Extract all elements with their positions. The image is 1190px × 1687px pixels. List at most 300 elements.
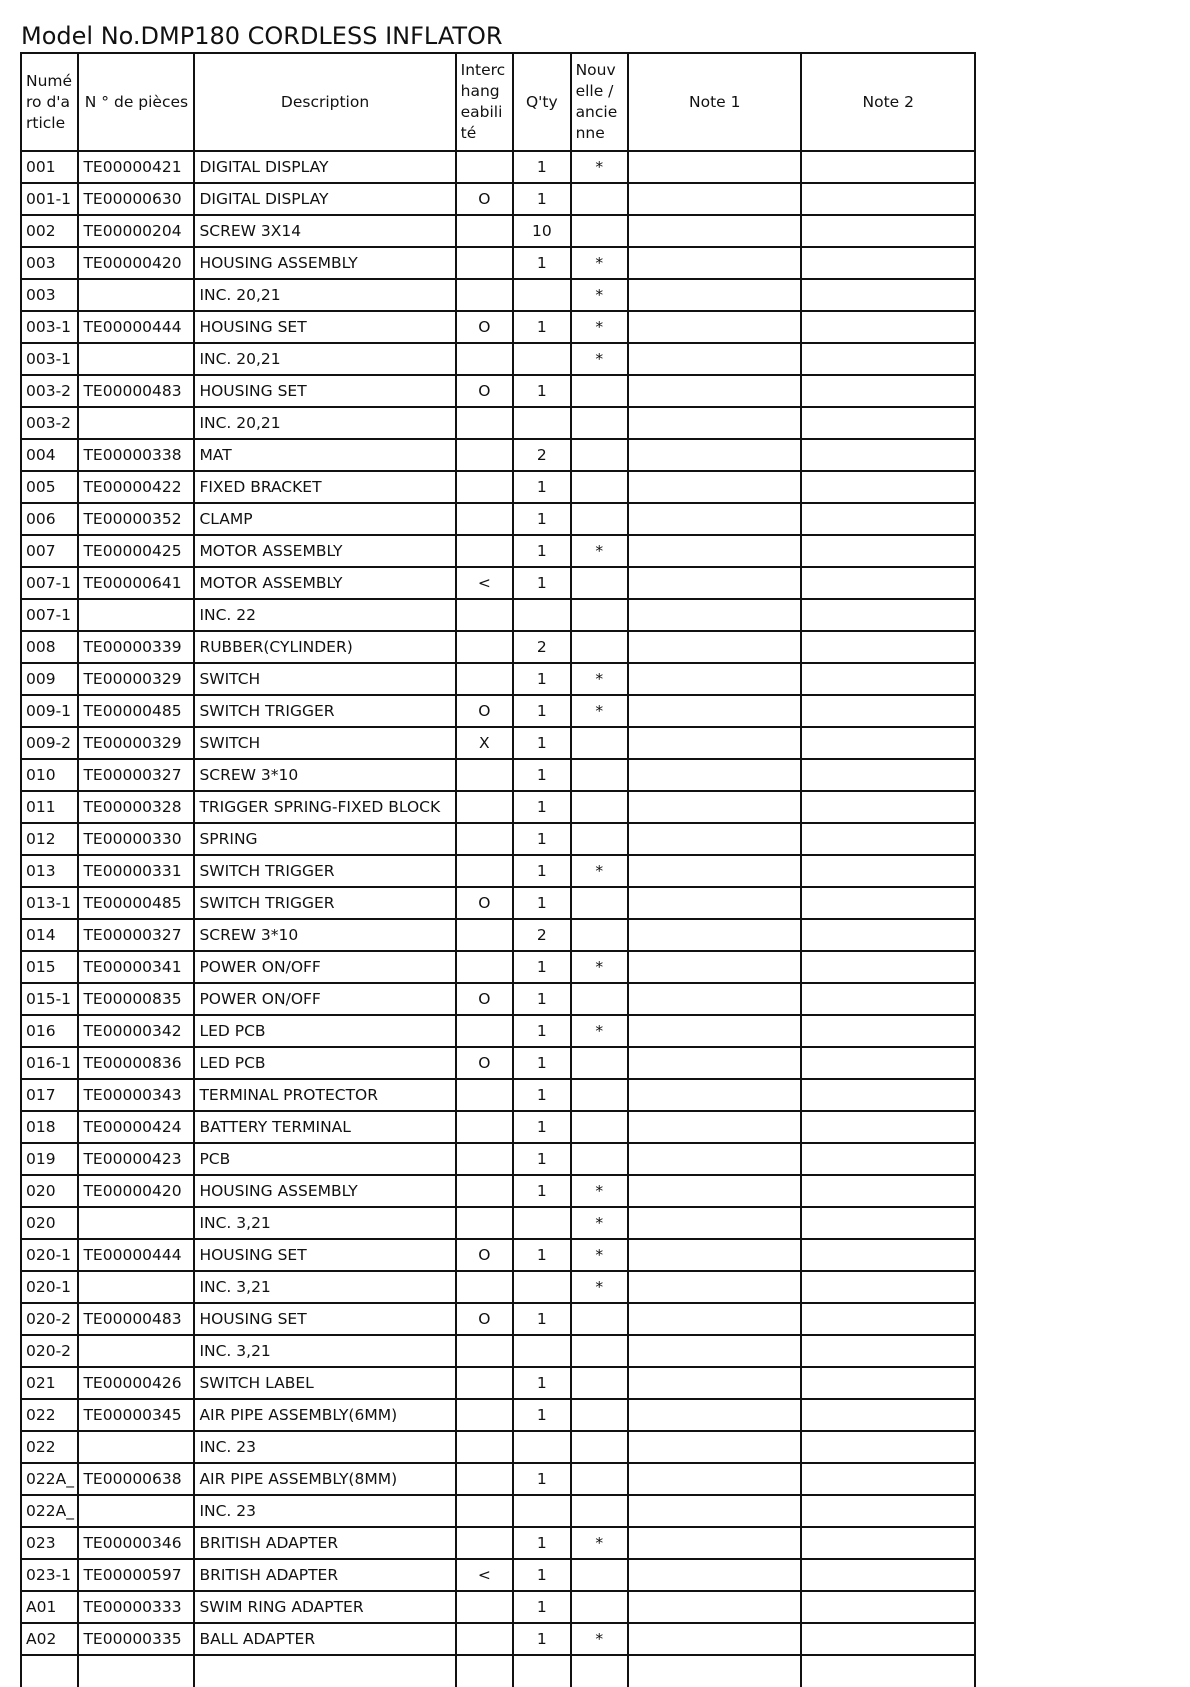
note-1-cell [628,1175,801,1207]
note-1-cell [628,1527,801,1559]
interchangeability-cell [456,1271,513,1303]
table-row-continued [21,1655,975,1687]
empty-cell [456,1655,513,1687]
description-cell: SWITCH TRIGGER [194,887,455,919]
new-old-cell [571,1591,628,1623]
page-title: Model No.DMP180 CORDLESS INFLATOR [21,22,503,50]
item-number-cell: 023-1 [21,1559,78,1591]
note-2-cell [801,1527,975,1559]
new-old-cell: * [571,1175,628,1207]
note-1-cell [628,791,801,823]
table-row [21,919,975,951]
note-1-cell [628,1559,801,1591]
note-2-cell [801,887,975,919]
table-row [21,375,975,407]
table-row [21,1079,975,1111]
note-2-cell [801,791,975,823]
table-row [21,663,975,695]
interchangeability-cell [456,247,513,279]
item-number-cell: 007 [21,535,78,567]
description-cell: DIGITAL DISPLAY [194,151,455,183]
new-old-cell [571,215,628,247]
interchangeability-cell: < [456,567,513,599]
quantity-cell: 1 [513,1527,570,1559]
description-cell: POWER ON/OFF [194,951,455,983]
new-old-cell: * [571,1271,628,1303]
table-row [21,951,975,983]
note-1-cell [628,727,801,759]
table-row [21,1015,975,1047]
quantity-cell: 1 [513,1175,570,1207]
header-note-1: Note 1 [628,53,801,151]
quantity-cell: 1 [513,887,570,919]
note-2-cell [801,1367,975,1399]
table-row [21,279,975,311]
part-number-cell: TE00000425 [78,535,194,567]
new-old-cell [571,823,628,855]
interchangeability-cell [456,535,513,567]
new-old-cell [571,983,628,1015]
note-2-cell [801,151,975,183]
note-1-cell [628,1591,801,1623]
table-row [21,631,975,663]
note-2-cell [801,983,975,1015]
interchangeability-cell [456,1463,513,1495]
note-2-cell [801,1239,975,1271]
item-number-cell: 020-1 [21,1239,78,1271]
item-number-cell: 022A_ [21,1495,78,1527]
quantity-cell: 1 [513,247,570,279]
new-old-cell: * [571,1015,628,1047]
quantity-cell: 1 [513,759,570,791]
new-old-cell [571,599,628,631]
item-number-cell: 003 [21,247,78,279]
interchangeability-cell [456,663,513,695]
interchangeability-cell: O [456,1239,513,1271]
item-number-cell: 009-2 [21,727,78,759]
new-old-cell: * [571,855,628,887]
note-1-cell [628,343,801,375]
table-row [21,1431,975,1463]
note-2-cell [801,503,975,535]
new-old-cell [571,759,628,791]
new-old-cell: * [571,1527,628,1559]
quantity-cell: 1 [513,791,570,823]
description-cell: INC. 3,21 [194,1271,455,1303]
description-cell: MAT [194,439,455,471]
item-number-cell: 022 [21,1399,78,1431]
note-1-cell [628,1239,801,1271]
note-2-cell [801,1015,975,1047]
table-row [21,1239,975,1271]
interchangeability-cell: O [456,311,513,343]
item-number-cell: 010 [21,759,78,791]
description-cell: SWITCH TRIGGER [194,855,455,887]
part-number-cell: TE00000331 [78,855,194,887]
quantity-cell: 1 [513,567,570,599]
note-2-cell [801,1175,975,1207]
item-number-cell: 018 [21,1111,78,1143]
description-cell: TRIGGER SPRING-FIXED BLOCK [194,791,455,823]
interchangeability-cell: O [456,1303,513,1335]
interchangeability-cell [456,1335,513,1367]
note-1-cell [628,1111,801,1143]
note-1-cell [628,1271,801,1303]
description-cell: AIR PIPE ASSEMBLY(6MM) [194,1399,455,1431]
interchangeability-cell: < [456,1559,513,1591]
item-number-cell: A02 [21,1623,78,1655]
empty-cell [801,1655,975,1687]
part-number-cell [78,343,194,375]
part-number-cell [78,1495,194,1527]
interchangeability-cell [456,1399,513,1431]
interchangeability-cell [456,471,513,503]
note-2-cell [801,1495,975,1527]
description-cell: CLAMP [194,503,455,535]
item-number-cell: 013 [21,855,78,887]
part-number-cell: TE00000444 [78,311,194,343]
description-cell: BALL ADAPTER [194,1623,455,1655]
note-2-cell [801,631,975,663]
item-number-cell: 020-2 [21,1335,78,1367]
part-number-cell: TE00000485 [78,695,194,727]
quantity-cell: 1 [513,183,570,215]
table-row [21,215,975,247]
interchangeability-cell [456,1623,513,1655]
note-2-cell [801,247,975,279]
item-number-cell: 003-2 [21,407,78,439]
description-cell: INC. 20,21 [194,407,455,439]
description-cell: HOUSING SET [194,311,455,343]
table-row [21,1335,975,1367]
part-number-cell [78,1207,194,1239]
item-number-cell: 022A_ [21,1463,78,1495]
interchangeability-cell [456,759,513,791]
description-cell: INC. 20,21 [194,343,455,375]
quantity-cell [513,1207,570,1239]
quantity-cell: 2 [513,919,570,951]
description-cell: SWITCH TRIGGER [194,695,455,727]
description-cell: RUBBER(CYLINDER) [194,631,455,663]
interchangeability-cell: O [456,983,513,1015]
interchangeability-cell [456,1143,513,1175]
item-number-cell: 003 [21,279,78,311]
header-description: Description [194,53,455,151]
note-2-cell [801,823,975,855]
table-row [21,1527,975,1559]
item-number-cell: 015 [21,951,78,983]
note-1-cell [628,1463,801,1495]
item-number-cell: 020-2 [21,1303,78,1335]
note-2-cell [801,471,975,503]
item-number-cell: 005 [21,471,78,503]
item-number-cell: 004 [21,439,78,471]
new-old-cell: * [571,951,628,983]
empty-cell [513,1655,570,1687]
new-old-cell [571,375,628,407]
quantity-cell [513,1271,570,1303]
note-1-cell [628,1495,801,1527]
part-number-cell: TE00000597 [78,1559,194,1591]
new-old-cell: * [571,311,628,343]
new-old-cell [571,1431,628,1463]
new-old-cell [571,183,628,215]
quantity-cell: 2 [513,439,570,471]
description-cell: SCREW 3X14 [194,215,455,247]
part-number-cell: TE00000485 [78,887,194,919]
quantity-cell: 1 [513,1015,570,1047]
description-cell: TERMINAL PROTECTOR [194,1079,455,1111]
note-2-cell [801,1047,975,1079]
description-cell: INC. 20,21 [194,279,455,311]
note-1-cell [628,535,801,567]
interchangeability-cell [456,1367,513,1399]
part-number-cell: TE00000483 [78,375,194,407]
quantity-cell: 1 [513,151,570,183]
item-number-cell: 023 [21,1527,78,1559]
note-2-cell [801,1079,975,1111]
interchangeability-cell [456,151,513,183]
new-old-cell [571,1079,628,1111]
quantity-cell: 1 [513,855,570,887]
new-old-cell [571,631,628,663]
note-1-cell [628,663,801,695]
part-number-cell [78,1431,194,1463]
table-row [21,1591,975,1623]
description-cell: POWER ON/OFF [194,983,455,1015]
quantity-cell: 1 [513,375,570,407]
quantity-cell: 1 [513,1367,570,1399]
new-old-cell [571,1047,628,1079]
note-1-cell [628,983,801,1015]
quantity-cell [513,599,570,631]
description-cell: LED PCB [194,1015,455,1047]
quantity-cell: 1 [513,535,570,567]
empty-cell [194,1655,455,1687]
new-old-cell: * [571,535,628,567]
table-row [21,983,975,1015]
note-2-cell [801,1399,975,1431]
quantity-cell: 2 [513,631,570,663]
new-old-cell: * [571,663,628,695]
description-cell: INC. 3,21 [194,1335,455,1367]
note-1-cell [628,919,801,951]
item-number-cell: 022 [21,1431,78,1463]
description-cell: AIR PIPE ASSEMBLY(8MM) [194,1463,455,1495]
note-2-cell [801,375,975,407]
table-row [21,343,975,375]
note-2-cell [801,1431,975,1463]
new-old-cell [571,567,628,599]
interchangeability-cell [456,407,513,439]
new-old-cell [571,407,628,439]
quantity-cell: 1 [513,1591,570,1623]
note-2-cell [801,1591,975,1623]
table-row [21,1143,975,1175]
note-2-cell [801,1143,975,1175]
description-cell: SPRING [194,823,455,855]
quantity-cell [513,1431,570,1463]
part-number-cell: TE00000345 [78,1399,194,1431]
item-number-cell: 017 [21,1079,78,1111]
interchangeability-cell [456,791,513,823]
parts-table [20,52,976,1687]
table-row [21,1463,975,1495]
note-2-cell [801,215,975,247]
note-1-cell [628,151,801,183]
part-number-cell: TE00000641 [78,567,194,599]
note-2-cell [801,919,975,951]
description-cell: INC. 3,21 [194,1207,455,1239]
description-cell: INC. 23 [194,1495,455,1527]
interchangeability-cell [456,503,513,535]
quantity-cell: 1 [513,503,570,535]
description-cell: HOUSING SET [194,1303,455,1335]
note-1-cell [628,1335,801,1367]
note-2-cell [801,1335,975,1367]
description-cell: SWITCH [194,663,455,695]
table-row [21,439,975,471]
description-cell: SWITCH [194,727,455,759]
interchangeability-cell: O [456,1047,513,1079]
item-number-cell: 012 [21,823,78,855]
note-1-cell [628,1079,801,1111]
description-cell: DIGITAL DISPLAY [194,183,455,215]
quantity-cell: 1 [513,695,570,727]
quantity-cell: 1 [513,1143,570,1175]
item-number-cell: 003-2 [21,375,78,407]
note-1-cell [628,375,801,407]
item-number-cell: 009-1 [21,695,78,727]
new-old-cell [571,439,628,471]
note-2-cell [801,599,975,631]
part-number-cell: TE00000329 [78,663,194,695]
note-2-cell [801,727,975,759]
table-row [21,1207,975,1239]
description-cell: HOUSING SET [194,1239,455,1271]
new-old-cell [571,1335,628,1367]
table-row [21,887,975,919]
note-1-cell [628,599,801,631]
note-2-cell [801,311,975,343]
item-number-cell: 002 [21,215,78,247]
empty-cell [571,1655,628,1687]
item-number-cell: 016 [21,1015,78,1047]
description-cell: BRITISH ADAPTER [194,1527,455,1559]
note-2-cell [801,759,975,791]
new-old-cell [571,503,628,535]
note-2-cell [801,343,975,375]
part-number-cell: TE00000342 [78,1015,194,1047]
note-2-cell [801,1559,975,1591]
empty-cell [21,1655,78,1687]
quantity-cell [513,1495,570,1527]
part-number-cell: TE00000330 [78,823,194,855]
item-number-cell: 020 [21,1207,78,1239]
table-row [21,1495,975,1527]
quantity-cell: 1 [513,1079,570,1111]
new-old-cell [571,919,628,951]
note-2-cell [801,1207,975,1239]
table-row [21,695,975,727]
note-2-cell [801,567,975,599]
quantity-cell: 1 [513,1111,570,1143]
table-row [21,823,975,855]
table-row [21,247,975,279]
interchangeability-cell [456,279,513,311]
header-interchangeability: Interchangeabilité [456,53,513,151]
note-1-cell [628,1367,801,1399]
item-number-cell: 007-1 [21,567,78,599]
description-cell: MOTOR ASSEMBLY [194,567,455,599]
new-old-cell [571,1367,628,1399]
note-1-cell [628,567,801,599]
item-number-cell: 020 [21,1175,78,1207]
table-row [21,567,975,599]
quantity-cell [513,1335,570,1367]
new-old-cell [571,1463,628,1495]
interchangeability-cell [456,855,513,887]
item-number-cell: 003-1 [21,311,78,343]
note-2-cell [801,1623,975,1655]
quantity-cell: 1 [513,983,570,1015]
quantity-cell: 1 [513,727,570,759]
interchangeability-cell [456,1111,513,1143]
item-number-cell: 020-1 [21,1271,78,1303]
quantity-cell: 1 [513,1623,570,1655]
part-number-cell: TE00000204 [78,215,194,247]
quantity-cell [513,279,570,311]
note-1-cell [628,1303,801,1335]
quantity-cell: 1 [513,1399,570,1431]
interchangeability-cell [456,1591,513,1623]
note-1-cell [628,247,801,279]
part-number-cell: TE00000422 [78,471,194,503]
table-row [21,1303,975,1335]
new-old-cell: * [571,1623,628,1655]
interchangeability-cell: X [456,727,513,759]
description-cell: MOTOR ASSEMBLY [194,535,455,567]
quantity-cell: 1 [513,1463,570,1495]
description-cell: FIXED BRACKET [194,471,455,503]
item-number-cell: 001-1 [21,183,78,215]
part-number-cell: TE00000327 [78,919,194,951]
note-2-cell [801,663,975,695]
quantity-cell: 1 [513,311,570,343]
part-number-cell [78,407,194,439]
part-number-cell: TE00000638 [78,1463,194,1495]
table-row [21,1623,975,1655]
empty-cell [628,1655,801,1687]
interchangeability-cell [456,215,513,247]
part-number-cell: TE00000338 [78,439,194,471]
note-2-cell [801,855,975,887]
item-number-cell: 001 [21,151,78,183]
note-1-cell [628,855,801,887]
table-row [21,855,975,887]
note-1-cell [628,1015,801,1047]
description-cell: HOUSING SET [194,375,455,407]
header-new-old: Nouvelle / ancienne [571,53,628,151]
interchangeability-cell: O [456,887,513,919]
new-old-cell [571,727,628,759]
interchangeability-cell [456,1207,513,1239]
new-old-cell: * [571,247,628,279]
interchangeability-cell [456,631,513,663]
interchangeability-cell [456,919,513,951]
interchangeability-cell [456,1495,513,1527]
table-row [21,1047,975,1079]
